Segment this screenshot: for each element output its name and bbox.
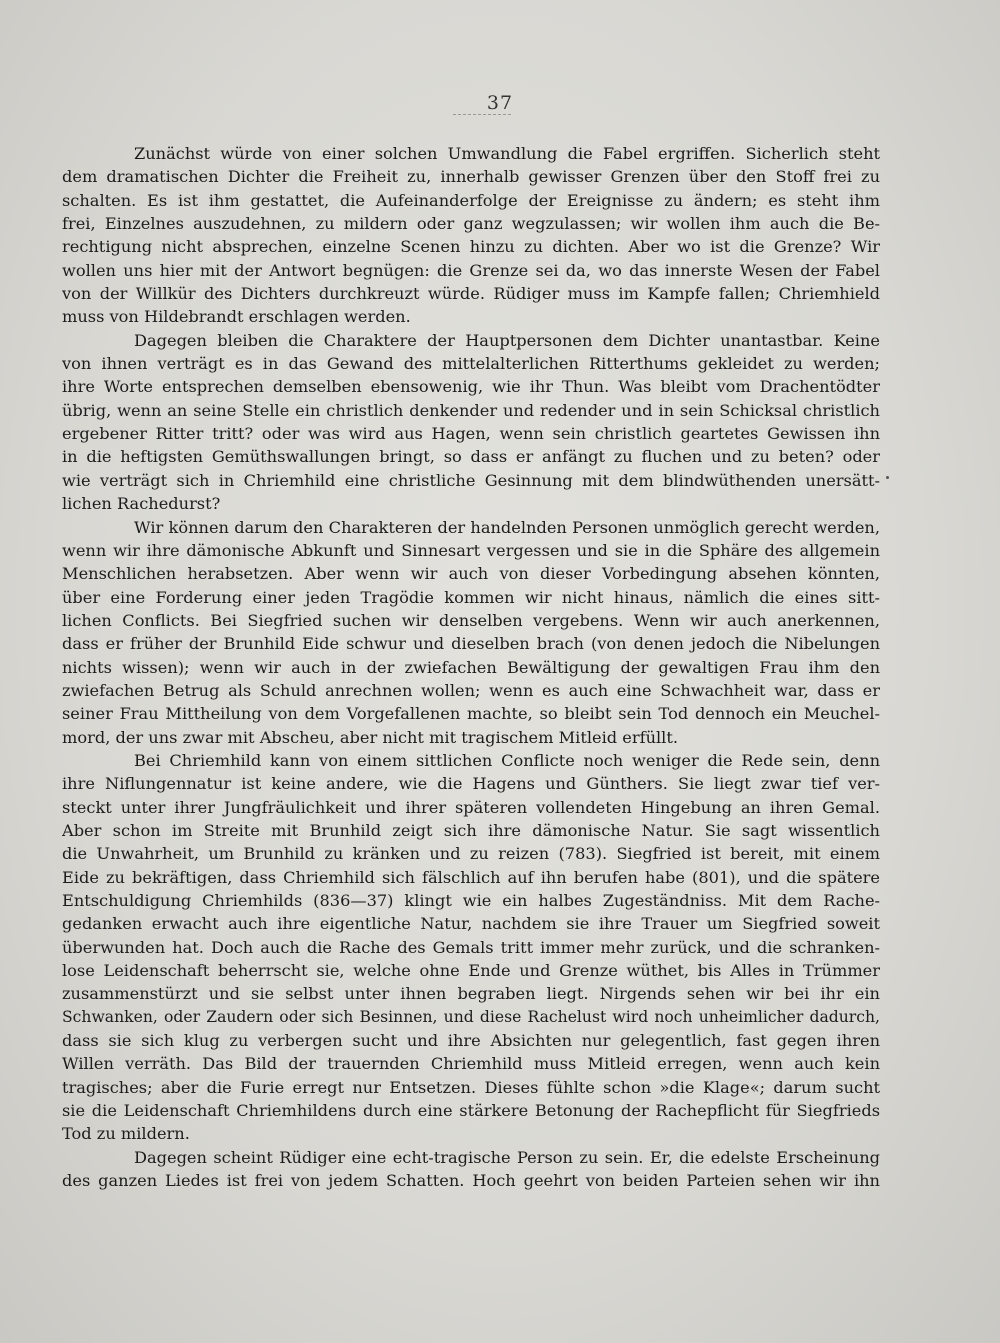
page-number: 37 [486, 92, 514, 114]
text-line: Dagegen bleiben die Charaktere der Hauptpersonen dem Dichter unantastbar. Keine [134, 330, 880, 350]
margin-mark [886, 476, 889, 479]
text-line: Wir können darum den Charakteren der handelnden Personen unmöglich gerecht werden, [134, 517, 880, 537]
text-line: wollen uns hier mit der Antwort begnügen: die Grenze sei da, wo das innerste Wesen der Fabel [62, 260, 880, 280]
text-line: von der Willkür des Dichters durchkreuzt würde. Rüdiger muss im Kampfe fallen; Chriemhield [62, 284, 880, 304]
text-line: zusammenstürzt und sie selbst unter ihnen begraben liegt. Nirgends sehen wir bei ihr ein [62, 984, 880, 1004]
text-line: zwiefachen Betrug als Schuld anrechnen wollen; wenn es auch eine Schwachheit war, dass er [62, 680, 880, 700]
text-line: in die heftigsten Gemüthswallungen bringt, so dass er anfängt zu fluchen und zu beten? oder [62, 447, 880, 467]
text-line: Tod zu mildern. [62, 1124, 190, 1144]
text-line: seiner Frau Mittheilung von dem Vorgefallenen machte, so bleibt sein Tod dennoch ein Meuchel- [62, 704, 880, 724]
text-line: dass er früher der Brunhild Eide schwur und dieselben brach (von denen jedoch die Nibelungen [62, 634, 880, 654]
text-line: überwunden hat. Doch auch die Rache des Gemals tritt immer mehr zurück, und die schranken- [62, 937, 880, 957]
text-line: Zunächst würde von einer solchen Umwandlung die Fabel ergriffen. Sicherlich steht [134, 144, 880, 163]
text-line: muss von Hildebrandt erschlagen werden. [62, 307, 411, 327]
body-text [62, 142, 880, 1192]
text-line: Willen verräth. Das Bild der trauernden Chriemhild muss Mitleid erregen, wenn auch kein [62, 1054, 880, 1074]
text-line: dass sie sich klug zu verbergen sucht und ihre Absichten nur gelegentlich, fast gegen ihren [62, 1031, 880, 1051]
text-line: lichen Rachedurst? [62, 494, 221, 514]
text-line: ergebener Ritter tritt? oder was wird aus Hagen, wenn sein christlich geartetes Gewissen ihn [62, 424, 880, 444]
text-line: mord, der uns zwar mit Abscheu, aber nicht mit tragischem Mitleid erfüllt. [62, 727, 679, 747]
text-line: übrig, wenn an seine Stelle ein christlich denkender und redender und in sein Schicksal christlich [62, 400, 880, 420]
text-line: ihre Worte entsprechen demselben ebensowenig, wie ihr Thun. Was bleibt vom Drachentödter [62, 377, 880, 397]
text-line: sie die Leidenschaft Chriemhildens durch eine stärkere Betonung der Rachepflicht für Siegfrieds [62, 1101, 880, 1121]
text-line: Dagegen scheint Rüdiger eine echt-tragische Person zu sein. Er, die edelste Erscheinung [134, 1147, 880, 1167]
text-line: Menschlichen herabsetzen. Aber wenn wir auch von dieser Vorbedingung absehen könnten, [62, 564, 880, 584]
text-line: wenn wir ihre dämonische Abkunft und Sinnesart vergessen und sie in die Sphäre des allgemein [62, 540, 880, 560]
text-line: schalten. Es ist ihm gestattet, die Aufeinanderfolge der Ereignisse zu ändern; es steht ihm [62, 190, 880, 210]
text-line: gedanken erwacht auch ihre eigentliche Natur, nachdem sie ihre Trauer um Siegfried soweit [62, 914, 880, 934]
page-number-ornament [453, 114, 511, 119]
text-line: ihre Niflungennatur ist keine andere, wie die Hagens und Günthers. Sie liegt zwar tief ver- [62, 774, 880, 794]
text-line: die Unwahrheit, um Brunhild zu kränken und zu reizen (783). Siegfried ist bereit, mit einem [62, 844, 880, 864]
text-line: steckt unter ihrer Jungfräulichkeit und ihrer späteren vollendeten Hingebung an ihren Gemal. [62, 797, 880, 817]
text-line: über eine Forderung einer jeden Tragödie kommen wir nicht hinaus, nämlich die eines sitt- [62, 587, 880, 607]
text-line: Bei Chriemhild kann von einem sittlichen Conflicte noch weniger die Rede sein, denn [134, 750, 880, 770]
text-line: frei, Einzelnes auszudehnen, zu mildern oder ganz wegzulassen; wir wollen ihm auch die Be- [62, 214, 880, 234]
text-line: Aber schon im Streite mit Brunhild zeigt sich ihre dämonische Natur. Sie sagt wissentlich [62, 820, 880, 840]
text-line: Schwanken, oder Zaudern oder sich Besinnen, und diese Rachelust wird noch unheimlicher dadurch, [62, 1007, 880, 1026]
text-line: wie verträgt sich in Chriemhild eine christliche Gesinnung mit dem blindwüthenden unersätt- [62, 470, 880, 490]
text-line: lichen Conflicts. Bei Siegfried suchen wir denselben vergebens. Wenn wir auch anerkennen, [62, 610, 880, 630]
text-line: von ihnen verträgt es in das Gewand des mittelalterlichen Ritterthums gekleidet zu werden; [62, 354, 880, 374]
text-line: Entschuldigung Chriemhilds (836—37) klingt wie ein halbes Zugeständniss. Mit dem Rache- [62, 891, 880, 910]
text-line: des ganzen Liedes ist frei von jedem Schatten. Hoch geehrt von beiden Parteien sehen wir ihn [62, 1171, 880, 1191]
text-line: Eide zu bekräftigen, dass Chriemhild sich fälschlich auf ihn berufen habe (801), und die spätere [62, 867, 880, 887]
text-line: rechtigung nicht absprechen, einzelne Scenen hinzu zu dichten. Aber wo ist die Grenze? Wir [62, 237, 880, 257]
text-line: lose Leidenschaft beherrscht sie, welche ohne Ende und Grenze wüthet, bis Alles in Trümmer [62, 961, 880, 981]
text-line: tragisches; aber die Furie erregt nur Entsetzen. Dieses fühlte schon »die Klage«; darum sucht [62, 1077, 880, 1097]
text-line: dem dramatischen Dichter die Freiheit zu, innerhalb gewisser Grenzen über den Stoff frei zu [62, 167, 880, 187]
text-line: nichts wissen); wenn wir auch in der zwiefachen Bewältigung der gewaltigen Frau ihm den [62, 657, 880, 677]
